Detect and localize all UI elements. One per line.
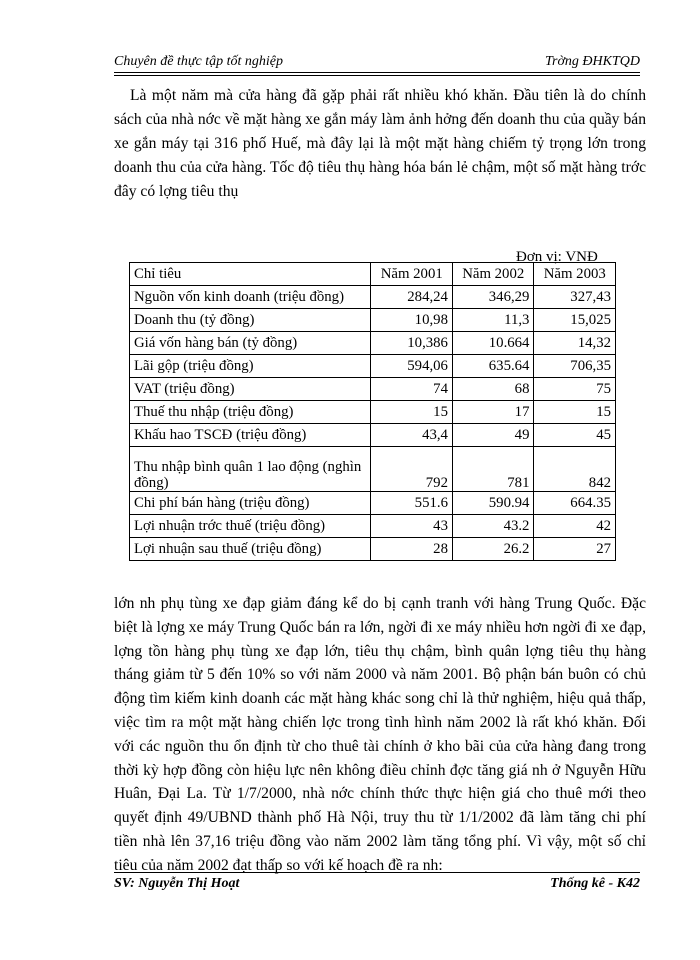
table-row: [130, 355, 616, 378]
header-cell-2003: Năm 2003: [534, 263, 616, 286]
cell-2002: 781: [452, 447, 534, 492]
table-row: [130, 401, 616, 424]
cell-2002: 49: [452, 424, 534, 447]
row-label: Giá vốn hàng bán (tỷ đồng): [130, 332, 371, 355]
cell-2003: 327,43: [534, 286, 616, 309]
cell-2003: 664.35: [534, 492, 616, 515]
table-row: [130, 286, 616, 309]
table-row: [130, 424, 616, 447]
cell-2003: 75: [534, 378, 616, 401]
header-rule-thin: [114, 75, 640, 76]
table-row: [130, 492, 616, 515]
cell-2003: 45: [534, 424, 616, 447]
row-label: Doanh thu (tỷ đồng): [130, 309, 371, 332]
cell-2003: 15: [534, 401, 616, 424]
header-cell-label: Chỉ tiêu: [130, 263, 371, 286]
cell-2002: 68: [452, 378, 534, 401]
row-label: Thu nhập bình quân 1 lao động (nghìn đồng): [130, 447, 371, 492]
cell-2001: 28: [371, 538, 453, 561]
table-row: [130, 309, 616, 332]
header-rule: [114, 72, 640, 73]
cell-2002: 10.664: [452, 332, 534, 355]
cell-2001: 551.6: [371, 492, 453, 515]
cell-2002: 635.64: [452, 355, 534, 378]
table-row: [130, 515, 616, 538]
table-header-row: [130, 263, 616, 286]
cell-2002: 590.94: [452, 492, 534, 515]
cell-2003: 42: [534, 515, 616, 538]
cell-2002: 43.2: [452, 515, 534, 538]
cell-2003: 842: [534, 447, 616, 492]
footer-student-name: SV: Nguyễn Thị Hoạt: [114, 876, 240, 891]
cell-2003: 706,35: [534, 355, 616, 378]
cell-2001: 43,4: [371, 424, 453, 447]
row-label: Khấu hao TSCĐ (triệu đồng): [130, 424, 371, 447]
cell-2003: 15,025: [534, 309, 616, 332]
cell-2002: 346,29: [452, 286, 534, 309]
body-paragraph: lớn nh phụ tùng xe đạp giảm đáng kể do bị cạnh tranh với hàng Trung Quốc. Đặc biệt là lợng xe máy Trung Quốc bán ra lớn, ngời đi xe máy nhiều hơn ngời đi xe đạp, lợng tồn hàng phụ tùng xe đạp lớn, tiêu thụ chậm, bình quân lợng tiêu thụ hàng tháng giảm từ 5 đến 10% so với năm 2000 và năm 2001. Bộ phận bán buôn có chủ động tìm kiếm kinh doanh các mặt hàng khác song chỉ là thử nghiệm, hiệu quả thấp, việc tìm ra một mặt hàng chiến lợc trong tình hình năm 2002 là rất khó khăn. Đối với các nguồn thu ổn định từ cho thuê tài chính ở kho bãi của cửa hàng đang trong thời kỳ hợp đồng còn hiệu lực nên không điều chỉnh đợc tăng giá nh ở Nguyễn Hữu Huân, Đại La. Từ 1/7/2000, nhà nớc chính thức thực hiện giá cho thuê mới theo quyết định 49/UBND thành phố Hà Nội, truy thu từ 1/1/2002 đã làm tăng chi phí tiền nhà lên 37,16 triệu đồng vào năm 2002 làm tăng tổng phí. Vì vậy, một số chỉ tiêu của năm 2002 đạt thấp so với kế hoạch đề ra nh:: [114, 595, 646, 874]
cell-2001: 792: [371, 447, 453, 492]
header-cell-2002: Năm 2002: [452, 263, 534, 286]
row-label: Thuế thu nhập (triệu đồng): [130, 401, 371, 424]
intro-paragraph: Là một năm mà cửa hàng đã gặp phải rất nhiều khó khăn. Đầu tiên là do chính sách của nhà nớc về mặt hàng xe gắn máy làm ảnh hởng đến doanh thu của quầy bán xe gắn máy tại 316 phố Huế, mà đây lại là một mặt hàng chiếm tỷ trọng lớn trong doanh thu của cửa hàng. Tốc độ tiêu thụ hàng hóa bán lẻ chậm, một số mặt hàng trớc đây có lợng tiêu thụ: [114, 87, 646, 200]
row-label: Lợi nhuận sau thuế (triệu đồng): [130, 538, 371, 561]
header-right-text: Trờng ĐHKTQD: [545, 54, 640, 69]
header-cell-2001: Năm 2001: [371, 263, 453, 286]
table-row: [130, 538, 616, 561]
page-header: [114, 54, 640, 72]
row-label: Chi phí bán hàng (triệu đồng): [130, 492, 371, 515]
row-label: Lãi gộp (triệu đồng): [130, 355, 371, 378]
table-row: [130, 447, 616, 492]
table-unit-label: Đơn vị: VNĐ: [516, 249, 598, 265]
row-label: VAT (triệu đồng): [130, 378, 371, 401]
table-row: [130, 332, 616, 355]
cell-2001: 10,386: [371, 332, 453, 355]
header-left-text: Chuyên đề thực tập tốt nghiệp: [114, 54, 283, 69]
cell-2001: 10,98: [371, 309, 453, 332]
footer-class-label: Thống kê - K42: [550, 876, 640, 891]
footer-rule: [114, 872, 640, 873]
cell-2001: 15: [371, 401, 453, 424]
cell-2001: 284,24: [371, 286, 453, 309]
cell-2002: 11,3: [452, 309, 534, 332]
row-label: Lợi nhuận trớc thuế (triệu đồng): [130, 515, 371, 538]
cell-2003: 27: [534, 538, 616, 561]
cell-2001: 594,06: [371, 355, 453, 378]
row-label: Nguồn vốn kinh doanh (triệu đồng): [130, 286, 371, 309]
financial-indicators-table: [129, 262, 616, 561]
page-footer: [114, 876, 640, 896]
cell-2003: 14,32: [534, 332, 616, 355]
cell-2002: 17: [452, 401, 534, 424]
table-row: [130, 378, 616, 401]
cell-2001: 74: [371, 378, 453, 401]
cell-2002: 26.2: [452, 538, 534, 561]
cell-2001: 43: [371, 515, 453, 538]
